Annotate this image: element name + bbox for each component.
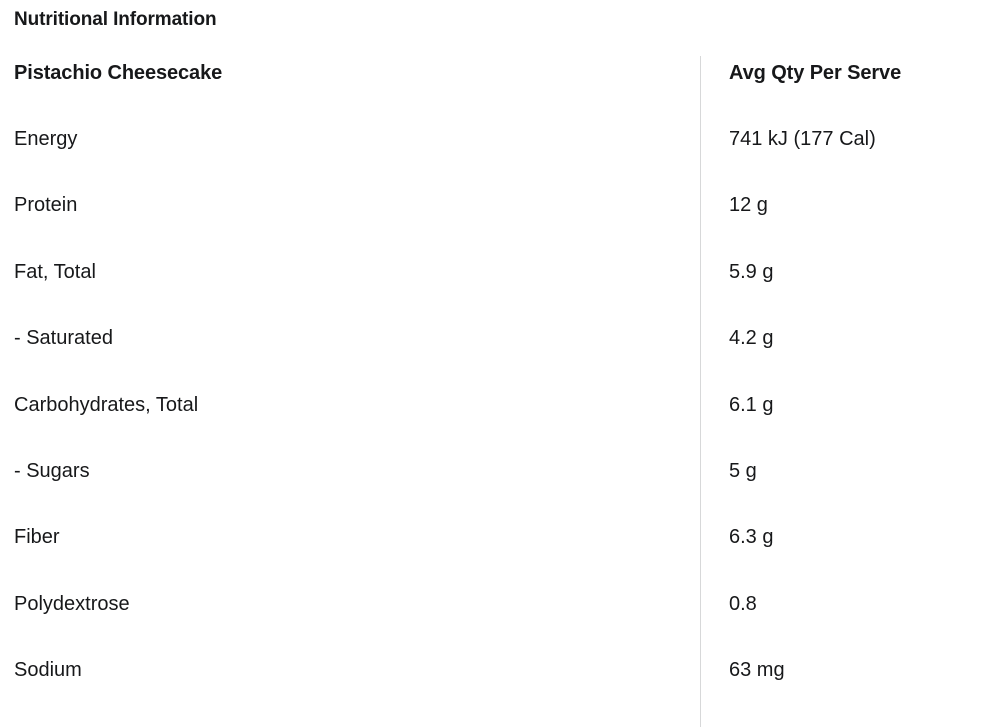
table-row [14, 321, 973, 387]
nutrient-label: Sodium [14, 659, 82, 682]
table-row [14, 587, 973, 653]
nutrient-value: 63 mg [729, 659, 785, 682]
table-row [14, 653, 973, 719]
nutrition-table [14, 56, 973, 720]
table-row [14, 454, 973, 520]
nutrient-value: 5 g [729, 459, 757, 482]
nutrient-label: Fat, Total [14, 260, 96, 283]
nutrient-label: Energy [14, 128, 78, 150]
nutrient-value: 5.9 g [729, 260, 774, 283]
nutrient-label: Carbohydrates, Total [14, 393, 199, 416]
nutrient-label: - Sugars [14, 459, 90, 482]
table-row [14, 188, 973, 254]
page-title: Nutritional Information [14, 9, 217, 30]
table-row [14, 255, 973, 321]
column-header-qty: Avg Qty Per Serve [729, 62, 902, 84]
table-header-row [14, 56, 973, 122]
table-row [14, 520, 973, 586]
nutrient-value: 6.1 g [729, 393, 774, 416]
table-row [14, 122, 973, 188]
column-header-product: Pistachio Cheesecake [14, 62, 223, 84]
nutrient-label: - Saturated [14, 327, 113, 350]
nutrient-label: Protein [14, 194, 78, 217]
nutrient-value: 741 kJ (177 Cal) [729, 128, 876, 150]
nutrient-value: 6.3 g [729, 526, 774, 549]
nutrient-value: 12 g [729, 194, 768, 217]
nutrient-value: 0.8 [729, 592, 757, 615]
nutrient-label: Fiber [14, 526, 60, 549]
table-row [14, 388, 973, 454]
nutrient-value: 4.2 g [729, 327, 774, 350]
nutrient-label: Polydextrose [14, 592, 130, 615]
